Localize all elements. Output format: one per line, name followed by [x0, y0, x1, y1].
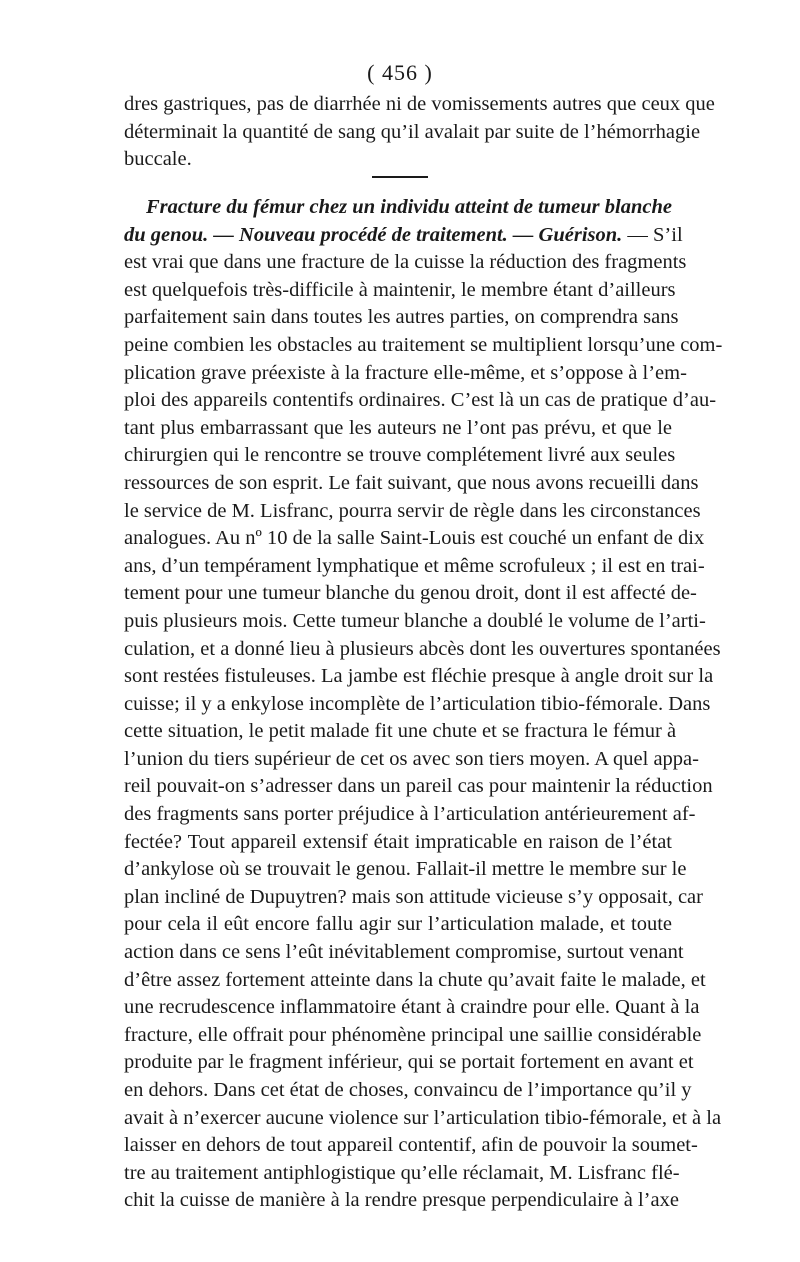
text-line: est quelquefois très-difficile à maintenir, le membre étant d’ailleurs	[124, 278, 676, 301]
article-text-start: — S’il	[622, 223, 683, 246]
text-line: analogues. Au nº 10 de la salle Saint-Louis est couché un enfant de dix	[124, 527, 705, 550]
page-number: ( 456 )	[367, 60, 433, 85]
text-line: laisser en dehors de tout appareil contentif, afin de pouvoir la soumet-	[124, 1134, 698, 1157]
text-line: chirurgien qui le rencontre se trouve complétement livré aux seules	[124, 444, 676, 467]
text-line: parfaitement sain dans toutes les autres parties, on comprendra sans	[124, 306, 679, 329]
article-title-line	[124, 222, 683, 250]
text-line: en dehors. Dans cet état de choses, convaincu de l’importance qu’il y	[124, 1079, 692, 1101]
text-line: déterminait la quantité de sang qu’il avalait par suite de l’hémorrhagie	[124, 120, 701, 143]
text-line: plication grave préexiste à la fracture elle-même, et s’oppose à l’em-	[124, 361, 687, 384]
text-line: d’être assez fortement atteinte dans la chute qu’avait faite le malade, et	[124, 968, 706, 991]
text-line: fectée? Tout appareil extensif était impraticable en raison de l’état	[124, 830, 672, 853]
text-line: peine combien les obstacles au traitement se multiplient lorsqu’une com-	[124, 333, 723, 356]
text-line: une recrudescence inflammatoire étant à craindre pour elle. Quant à la	[124, 996, 700, 1019]
continuation-paragraph	[124, 91, 715, 174]
section-separator-rule	[372, 176, 428, 178]
article-title-part-2: du genou. — Nouveau procédé de traitement. — Guérison.	[124, 223, 623, 246]
text-line: reil pouvait-on s’adresser dans un pareil cas pour maintenir la réduction	[124, 775, 713, 798]
text-line: ploi des appareils contentifs ordinaires. C’est là un cas de pratique d’au-	[124, 389, 717, 412]
text-line: fracture, elle offrait pour phénomène principal une saillie considérable	[124, 1023, 702, 1046]
text-line: l’union du tiers supérieur de cet os avec son tiers moyen. A quel appa-	[124, 747, 699, 770]
text-line: ressources de son esprit. Le fait suivant, que nous avons recueilli dans	[124, 471, 699, 494]
article-title-part-1: Fracture du fémur chez un individu atteint de tumeur blanche	[146, 196, 672, 218]
text-line: d’ankylose où se trouvait le genou. Fallait-il mettre le membre sur le	[124, 858, 687, 881]
text-line: puis plusieurs mois. Cette tumeur blanche a doublé le volume de l’arti-	[124, 609, 706, 632]
text-line: cette situation, le petit malade fit une chute et se fractura le fémur à	[124, 720, 677, 743]
text-line: tre au traitement antiphlogistique qu’elle réclamait, M. Lisfranc flé-	[124, 1161, 680, 1184]
text-line: chit la cuisse de manière à la rendre presque perpendiculaire à l’axe	[124, 1189, 679, 1212]
text-line: sont restées fistuleuses. La jambe est fléchie presque à angle droit sur la	[124, 665, 714, 688]
text-line: tement pour une tumeur blanche du genou droit, dont il est affecté de-	[124, 582, 697, 605]
text-line: tant plus embarrassant que les auteurs ne l’ont pas prévu, et que le	[124, 416, 672, 439]
text-line: cuisse; il y a enkylose incomplète de l’articulation tibio-fémorale. Dans	[124, 692, 711, 715]
article-paragraph	[124, 194, 723, 1215]
text-line: dres gastriques, pas de diarrhée ni de vomissements autres que ceux que	[124, 93, 715, 115]
text-line: plan incliné de Dupuytren? mais son attitude vicieuse s’y opposait, car	[124, 885, 703, 908]
text-line: culation, et a donné lieu à plusieurs abcès dont les ouvertures spontanées	[124, 637, 721, 660]
text-line: pour cela il eût encore fallu agir sur l’articulation malade, et toute	[124, 913, 672, 936]
text-line: produite par le fragment inférieur, qui se portait fortement en avant et	[124, 1051, 694, 1074]
text-line: ans, d’un tempérament lymphatique et même scrofuleux ; il est en trai-	[124, 554, 705, 577]
text-line: avait à n’exercer aucune violence sur l’articulation tibio-fémorale, et à la	[124, 1106, 722, 1129]
text-line: buccale.	[124, 148, 192, 171]
text-line: est vrai que dans une fracture de la cuisse la réduction des fragments	[124, 251, 687, 274]
text-line: des fragments sans porter préjudice à l’articulation antérieurement af-	[124, 803, 696, 826]
text-line: le service de M. Lisfranc, pourra servir de règle dans les circonstances	[124, 499, 701, 522]
article-title-line	[124, 194, 672, 222]
text-line: action dans ce sens l’eût inévitablement compromise, surtout venant	[124, 941, 684, 964]
